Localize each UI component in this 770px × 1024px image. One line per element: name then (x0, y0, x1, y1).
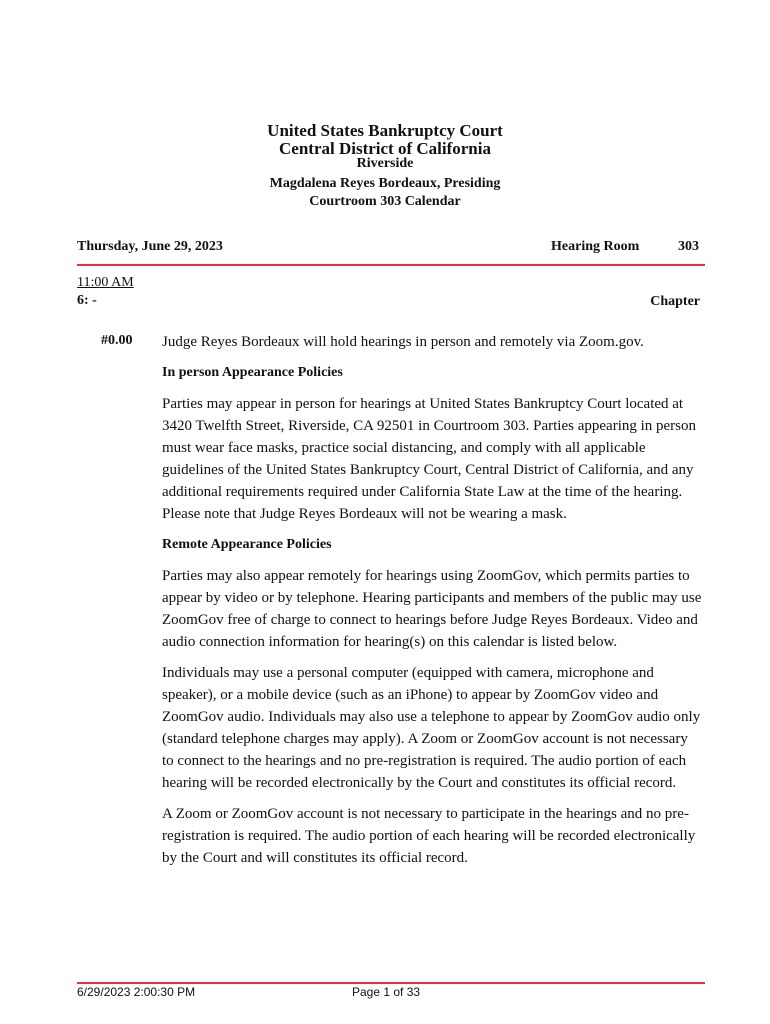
item-number: #0.00 (101, 333, 133, 348)
account-paragraph: A Zoom or ZoomGov account is not necessary to participate in the hearings and no pre-registration is required. The audio portion of each hearing will be recorded electronically by the Court and will constitutes its official record. (162, 806, 696, 866)
city-name: Riverside (356, 156, 414, 171)
in-person-heading: In person Appearance Policies (162, 365, 343, 380)
hearing-notice (162, 331, 702, 878)
remote-paragraph: Parties may also appear remotely for hearings using ZoomGov, which permits parties to appear by video or by telephone. Hearing participants and members of the public may use ZoomGov free of charge to connect to hearings before Judge Reyes Bordeaux. Video and audio connection information for hearing(s) on this calendar is listed below. (162, 568, 702, 650)
chapter-label: Chapter (650, 294, 700, 309)
case-number: 6: - (77, 293, 97, 308)
in-person-paragraph: Parties may appear in person for hearings at United States Bankruptcy Court located at 3420 Twelfth Street, Riverside, CA 92501 in Courtroom 303. Parties appearing in person must wear face masks, practice social distancing, and comply with all applicable guidelines of the United States Bankruptcy Court, Central District of California, and any additional requirements required under California State Law at the time of the hearing. Please note that Judge Reyes Bordeaux will not be wearing a mask. (162, 396, 697, 522)
bottom-divider (77, 982, 705, 984)
hearing-room-number: 303 (678, 239, 699, 254)
hearing-time: 11:00 AM (77, 275, 134, 290)
footer-page-number: Page 1 of 33 (352, 985, 421, 999)
remote-heading: Remote Appearance Policies (162, 537, 332, 552)
top-divider (77, 264, 705, 266)
hearing-date: Thursday, June 29, 2023 (77, 239, 223, 254)
district-name: Central District of California (279, 139, 491, 158)
footer-timestamp: 6/29/2023 2:00:30 PM (77, 985, 196, 999)
court-name: United States Bankruptcy Court (267, 121, 503, 140)
presiding-judge: Magdalena Reyes Bordeaux, Presiding (269, 176, 501, 191)
devices-paragraph: Individuals may use a personal computer (equipped with camera, microphone and speaker), or a mobile device (such as an iPhone) to appear by ZoomGov video and ZoomGov audio. Individuals may also use a telephone to appear by ZoomGov audio only (standard telephone charges may apply). A Zoom or ZoomGov account is not necessary to connect to the hearings and no pre-registration is required. The audio portion of each hearing will be recorded electronically by the Court and constitutes its official record. (162, 665, 701, 791)
intro-paragraph: Judge Reyes Bordeaux will hold hearings in person and remotely via Zoom.gov. (162, 334, 644, 350)
hearing-room-label: Hearing Room (551, 239, 640, 254)
calendar-title: Courtroom 303 Calendar (309, 194, 461, 209)
